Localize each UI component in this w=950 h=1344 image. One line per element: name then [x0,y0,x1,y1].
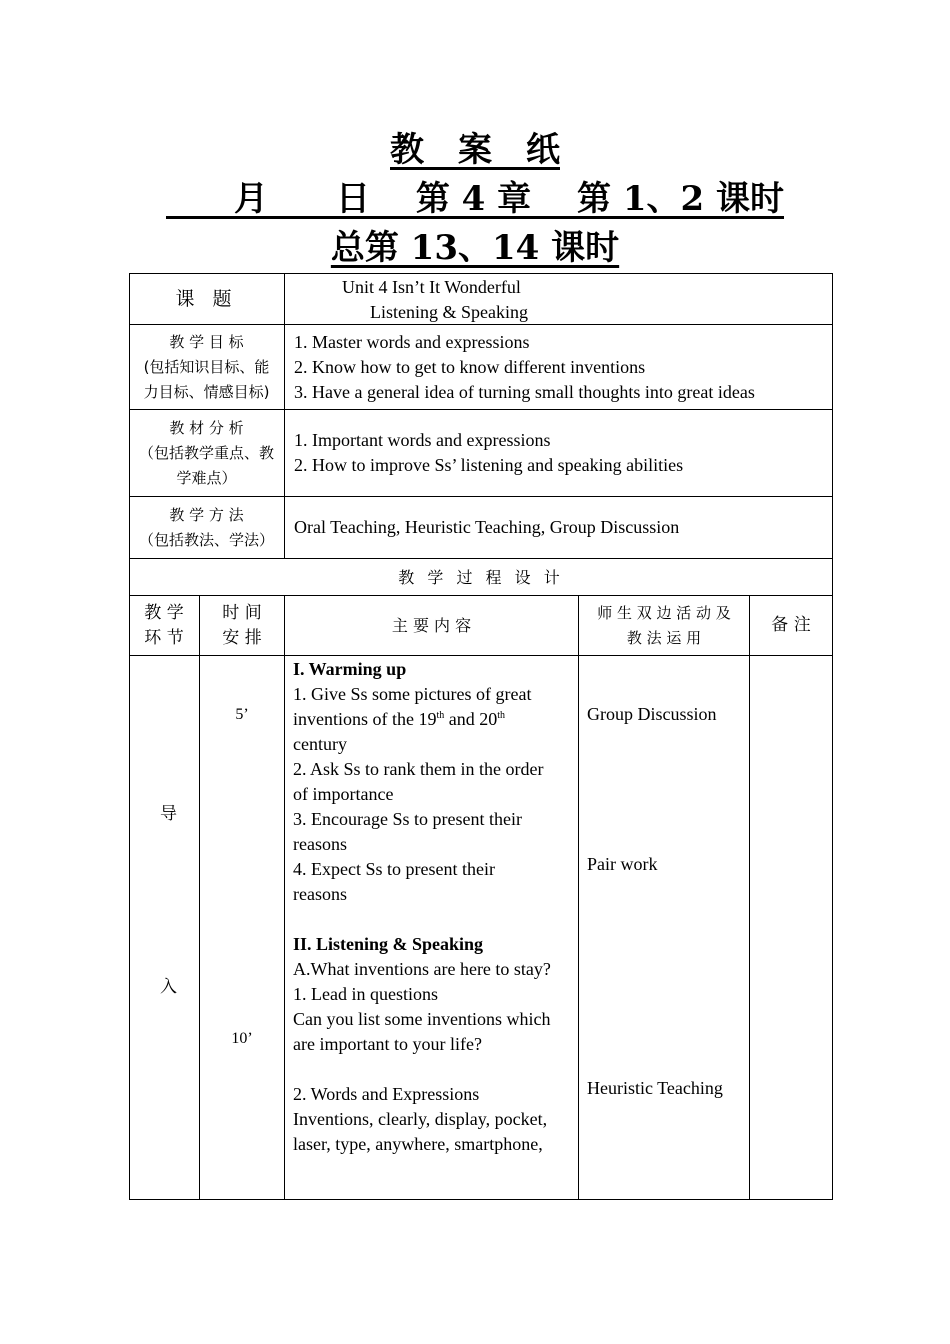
date-chapter-line: 月 日 第 4 章 第 1、2 课时 [166,179,784,219]
topic-value: Unit 4 Isn’t It Wonderful Listening & Speaking [342,277,528,322]
total-lessons-line: 总第 13、14 课时 [330,228,620,268]
header-activity: 师 生 双 边 活 动 及 教 法 运 用 [597,603,731,647]
time-slot: 5’ [235,706,249,723]
activity-item: Group Discussion [587,704,717,724]
process-content: I. Warming up 1. Give Ss some pictures of great inventions of the 19th and 20th century 2. Ask Ss to rank them in the order of importance 3. Encourage Ss to present their reasons 4. Expect Ss to present their reasons II. Listening & Speaking A.What inventions are here to stay? 1. Lead in questions Can you list some inventions which are important to your life? 2. Words and Expressions Inventions, clearly, display, pocket, laser, type, anywhere, smartphone, [293,659,551,1154]
lesson-plan-table [129,273,833,1200]
objective-item: 3. Have a general idea of turning small thoughts into great ideas [294,381,755,402]
header-notes: 备 注 [771,615,811,635]
objectives-list [285,325,832,409]
topic-label: 课 题 [175,287,238,310]
analysis-list [285,410,832,496]
objective-item: 2. Know how to get to know different inventions [294,356,646,377]
header-content: 主 要 内 容 [391,616,472,635]
stage-char: 导 [160,804,177,824]
analysis-item: 1. Important words and expressions [294,430,551,450]
analysis-label: 教 材 分 析 （包括教学重点、教 学难点） [138,418,274,487]
doc-title: 教 案 纸 [390,130,560,170]
header-stage: 教 学 环 节 [144,602,184,648]
header-time: 时 间 安 排 [222,602,262,648]
process-title: 教 学 过 程 设 计 [398,567,564,587]
objective-item: 1. Master words and expressions [294,331,530,352]
analysis-item: 2. How to improve Ss’ listening and speaking abilities [294,455,684,475]
methods-value: Oral Teaching, Heuristic Teaching, Group Discussion [294,517,680,537]
activity-item: Pair work [587,854,658,874]
objectives-label: 教 学 目 标 (包括知识目标、能 力目标、情感目标) [143,332,270,401]
activity-item: Heuristic Teaching [587,1078,723,1098]
methods-label: 教 学 方 法 （包括教法、学法） [138,505,274,549]
time-slot: 10’ [231,1030,253,1047]
stage-char: 入 [160,977,177,997]
